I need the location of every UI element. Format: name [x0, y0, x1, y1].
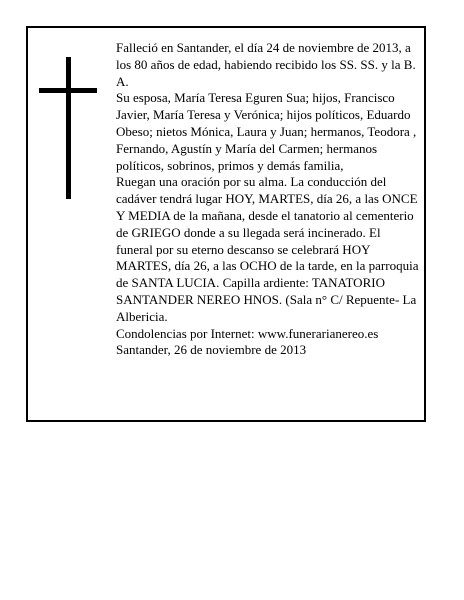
- obituary-text: [116, 40, 420, 359]
- obituary-notice-frame: [26, 26, 426, 422]
- cross-vertical-bar: [66, 57, 71, 199]
- family-paragraph: Su esposa, María Teresa Eguren Sua; hijos, Francisco Javier, María Teresa y Verónica; hijos políticos, Eduardo Obeso; nietos Mónica, Laura y Juan; hermanos, Teodora , Fernando, Agustín y María del Carmen; hermanos políticos, sobrinos, primos y demás familia,: [116, 90, 417, 173]
- cross-horizontal-bar: [39, 88, 97, 93]
- condolences-line: Condolencias por Internet: www.funerarianereo.es: [116, 325, 379, 341]
- cross-icon: [39, 57, 97, 199]
- death-announcement-paragraph: Falleció en Santander, el día 24 de noviembre de 2013, a los 80 años de edad, habiendo recibido los SS. SS. y la B. A.: [116, 40, 416, 89]
- date-line: Santander, 26 de noviembre de 2013: [116, 342, 307, 358]
- funeral-details-paragraph: Ruegan una oración por su alma. La conducción del cadáver tendrá lugar HOY, MARTES, día 26, a las ONCE Y MEDIA de la mañana, desde el tanatorio al cementerio de GRIEGO donde a su llegada será incinerado. El funeral por su eterno descanso se celebrará HOY MARTES, día 26, a las OCHO de la tarde, en la parroquia de SANTA LUCIA. Capilla ardiente: TANATORIO SANTANDER NEREO HNOS. (Sala n° C/ Repuente- La Albericia.: [116, 174, 419, 324]
